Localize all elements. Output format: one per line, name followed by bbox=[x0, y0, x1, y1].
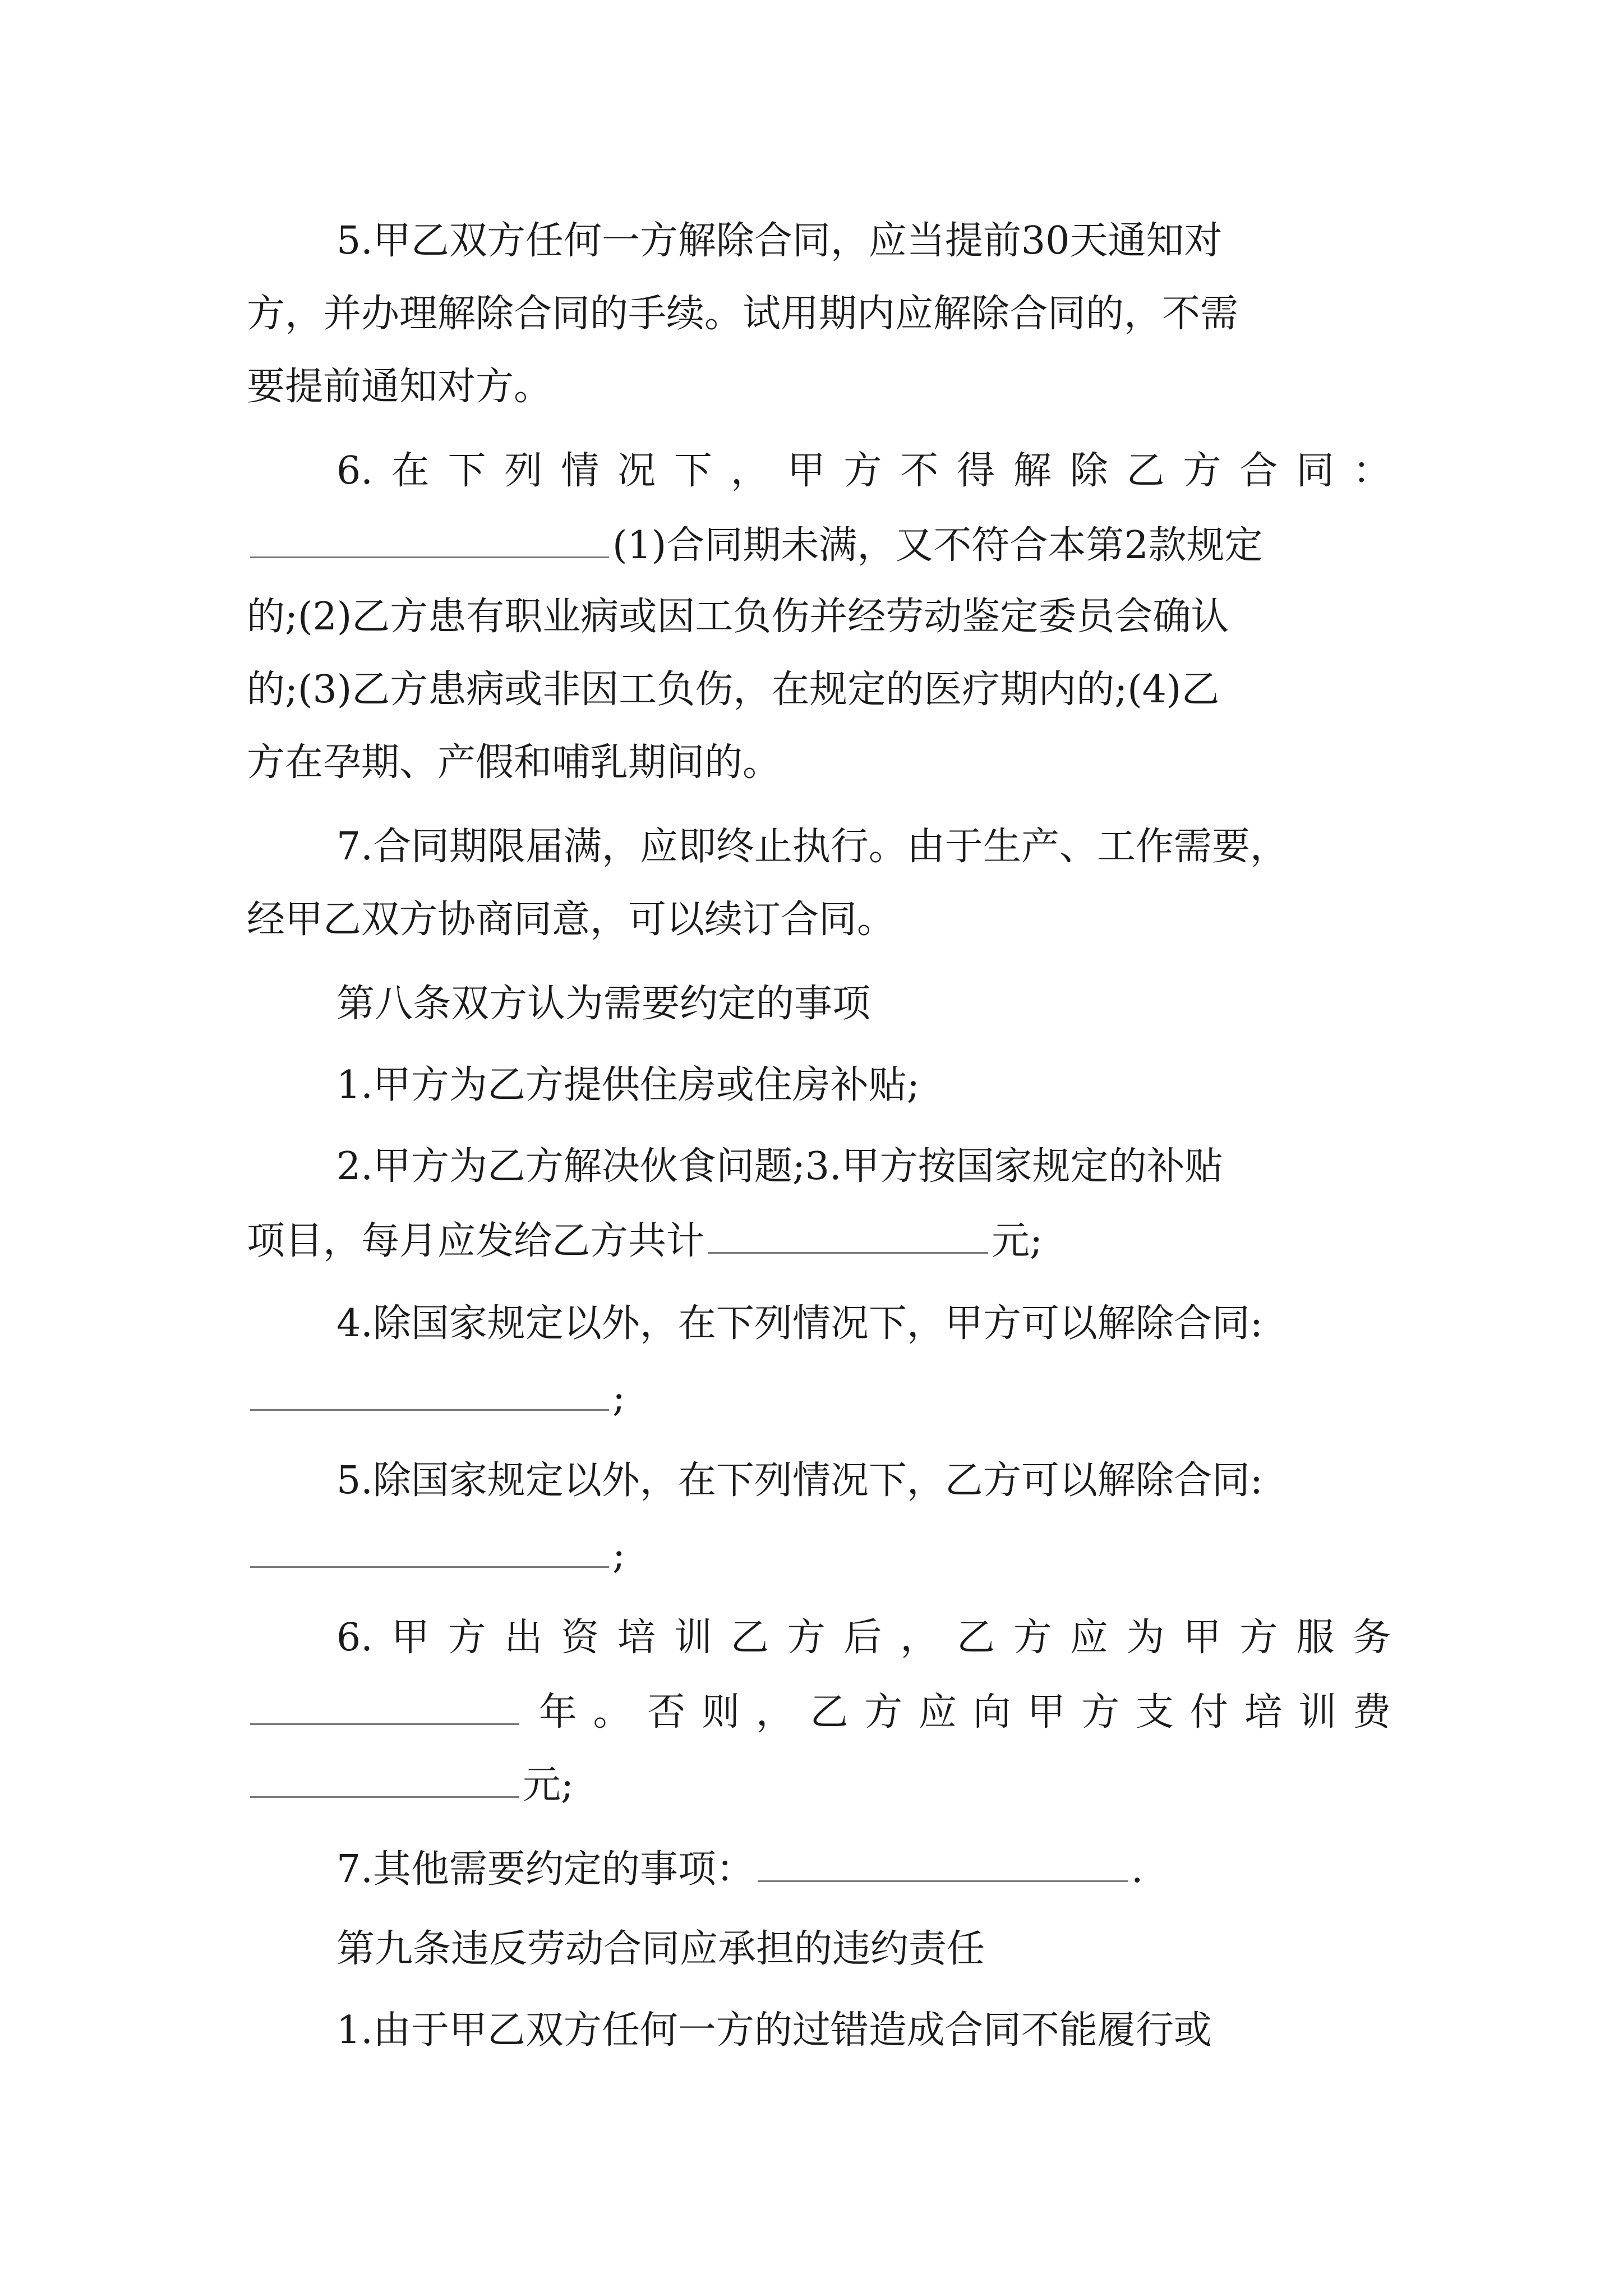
clause-7-line-1 bbox=[336, 819, 1391, 875]
text-span: 要提前通知对方。 bbox=[247, 365, 552, 409]
fill-in-blank[interactable] bbox=[250, 516, 609, 558]
text-span: 5.甲乙双方任何一方解除合同，应当提前30天通知对 bbox=[336, 219, 1223, 263]
party-a-termination-blank[interactable] bbox=[250, 1369, 609, 1411]
text-span: 的;(3)乙方患病或非因工负伤，在规定的医疗期内的;(4)乙 bbox=[247, 668, 1220, 712]
text-span: 年。否则，乙方应向甲方支付培训费 bbox=[523, 1690, 1391, 1734]
subsidy-amount-blank[interactable] bbox=[708, 1212, 988, 1254]
clause-6-line-5 bbox=[247, 735, 1391, 791]
text-span: 7.合同期限届满，应即终止执行。由于生产、工作需要， bbox=[336, 825, 1288, 869]
text-span: 6.甲方出资培训乙方后，乙方应为甲方服务 bbox=[336, 1616, 1391, 1660]
article-9-item-1 bbox=[336, 2003, 1391, 2059]
article-8-item-1 bbox=[336, 1057, 1391, 1114]
text-span: 第九条违反劳动合同应承担的违约责任 bbox=[336, 1927, 985, 1971]
text-span: 元; bbox=[523, 1763, 574, 1807]
clause-5-line-2 bbox=[247, 286, 1391, 342]
article-8-item-5-blank-line bbox=[247, 1526, 1391, 1582]
text-span: 7.其他需要约定的事项： bbox=[336, 1847, 754, 1892]
clause-6-line-4 bbox=[247, 662, 1391, 718]
clause-7-line-2 bbox=[247, 892, 1391, 948]
clause-6-heading bbox=[336, 443, 1391, 499]
other-matters-blank[interactable] bbox=[758, 1840, 1128, 1882]
article-8-item-7 bbox=[336, 1840, 1391, 1896]
text-span: 第八条双方认为需要约定的事项 bbox=[336, 982, 871, 1026]
text-span: 1.甲方为乙方提供住房或住房补贴; bbox=[336, 1063, 920, 1107]
text-span: ; bbox=[612, 1376, 625, 1420]
article-8-item-4-blank-line bbox=[247, 1369, 1391, 1425]
text-span: ; bbox=[612, 1533, 625, 1577]
text-span: 方在孕期、产假和哺乳期间的。 bbox=[247, 740, 781, 785]
article-8-item-5 bbox=[336, 1453, 1391, 1509]
article-8-item-6 bbox=[336, 1610, 1391, 1666]
text-span: (1)合同期未满，又不符合本第2款规定 bbox=[612, 523, 1263, 568]
article-9-heading bbox=[336, 1921, 1391, 1977]
training-fee-blank[interactable] bbox=[250, 1756, 519, 1798]
clause-6-line-2 bbox=[247, 516, 1391, 572]
text-span: 经甲乙双方协商同意，可以续订合同。 bbox=[247, 898, 896, 942]
text-span: 2.甲方为乙方解决伙食问题;3.甲方按国家规定的补贴 bbox=[336, 1144, 1223, 1189]
text-span: 6.在下列情况下，甲方不得解除乙方合同： bbox=[336, 449, 1391, 493]
text-span: 4.除国家规定以外，在下列情况下，甲方可以解除合同: bbox=[336, 1301, 1263, 1346]
text-span: 项目，每月应发给乙方共计 bbox=[247, 1219, 705, 1263]
article-8-item-2 bbox=[336, 1139, 1391, 1195]
article-8-item-6-line-3 bbox=[247, 1756, 1391, 1812]
text-span: . bbox=[1131, 1847, 1144, 1892]
clause-5-line-3 bbox=[247, 359, 1391, 415]
clause-5-line-1 bbox=[336, 213, 1391, 269]
article-8-item-4 bbox=[336, 1296, 1391, 1352]
party-b-termination-blank[interactable] bbox=[250, 1526, 609, 1568]
text-span: 元; bbox=[992, 1219, 1043, 1263]
article-8-item-6-line-2 bbox=[247, 1683, 1391, 1739]
text-span: 1.由于甲乙双方任何一方的过错造成合同不能履行或 bbox=[336, 2008, 1212, 2053]
article-8-heading bbox=[336, 976, 1391, 1032]
text-span: 方，并办理解除合同的手续。试用期内应解除合同的，不需 bbox=[247, 292, 1239, 336]
article-8-item-3-line bbox=[247, 1212, 1391, 1268]
clause-6-line-3 bbox=[247, 589, 1391, 645]
service-years-blank[interactable] bbox=[250, 1683, 519, 1725]
text-span: 5.除国家规定以外，在下列情况下，乙方可以解除合同: bbox=[336, 1458, 1263, 1503]
text-span: 的;(2)乙方患有职业病或因工负伤并经劳动鉴定委员会确认 bbox=[247, 595, 1229, 639]
